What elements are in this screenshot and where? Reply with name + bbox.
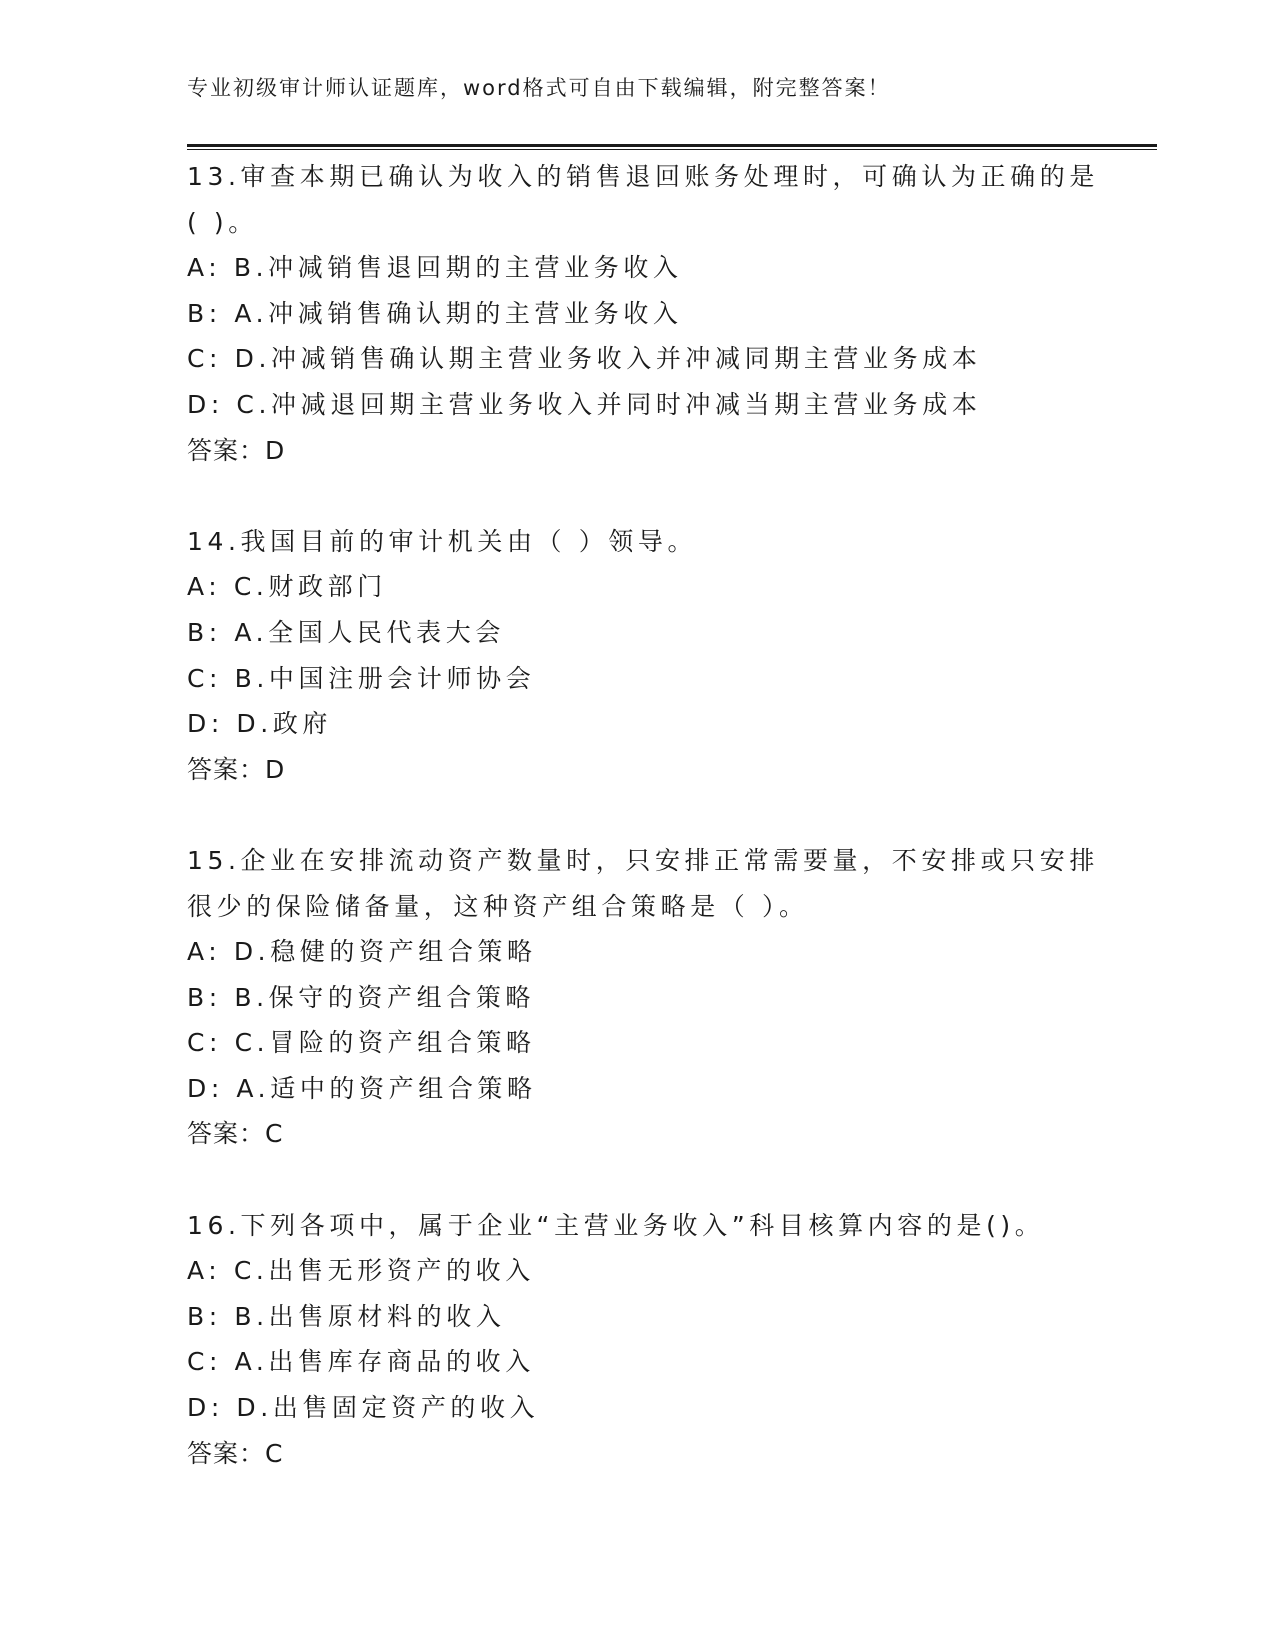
option-a: A: B.冲减销售退回期的主营业务收入 [187,253,683,283]
question-14 [187,519,1087,793]
option-c: C: D.冲减销售确认期主营业务收入并冲减同期主营业务成本 [187,344,982,374]
option-d: D: A.适中的资产组合策略 [187,1073,537,1103]
question-separator [187,473,1087,519]
question-stem: 很少的保险储备量，这种资产组合策略是（ ）。 [187,891,809,921]
option-d: D: D.出售固定资产的收入 [187,1393,540,1423]
option-b: B: B.保守的资产组合策略 [187,982,536,1012]
question-15 [187,838,1099,1157]
header-rule [187,144,1157,150]
question-stem: 14.我国目前的审计机关由（ ）领导。 [187,526,698,556]
answer: 答案：D [187,435,286,465]
question-separator [187,1157,1087,1203]
option-a: A: C.财政部门 [187,572,387,602]
question-13 [187,154,1099,473]
option-d: D: D.政府 [187,709,333,739]
option-d: D: C.冲减退回期主营业务收入并同时冲减当期主营业务成本 [187,389,982,419]
answer: 答案：C [187,1119,284,1149]
option-c: C: B.中国注册会计师协会 [187,663,536,693]
question-16 [187,1203,1087,1477]
option-c: C: A.出售库存商品的收入 [187,1347,535,1377]
answer: 答案：D [187,754,286,784]
question-list [187,154,1099,1476]
question-separator [187,792,1087,838]
option-b: B: A.冲减销售确认期的主营业务收入 [187,298,683,328]
question-stem: 16.下列各项中，属于企业“主营业务收入”科目核算内容的是()。 [187,1210,1045,1240]
page-header: 专业初级审计师认证题库，word格式可自由下载编辑，附完整答案！ [187,76,891,100]
question-stem: 15.企业在安排流动资产数量时，只安排正常需要量，不安排或只安排 [187,845,1099,875]
option-b: B: A.全国人民代表大会 [187,617,505,647]
option-b: B: B.出售原材料的收入 [187,1301,506,1331]
option-c: C: C.冒险的资产组合策略 [187,1028,536,1058]
option-a: A: C.出售无形资产的收入 [187,1256,535,1286]
option-a: A: D.稳健的资产组合策略 [187,937,537,967]
question-stem: ( )。 [187,207,258,237]
answer: 答案：C [187,1438,284,1468]
question-stem: 13.审查本期已确认为收入的销售退回账务处理时，可确认为正确的是 [187,162,1099,191]
